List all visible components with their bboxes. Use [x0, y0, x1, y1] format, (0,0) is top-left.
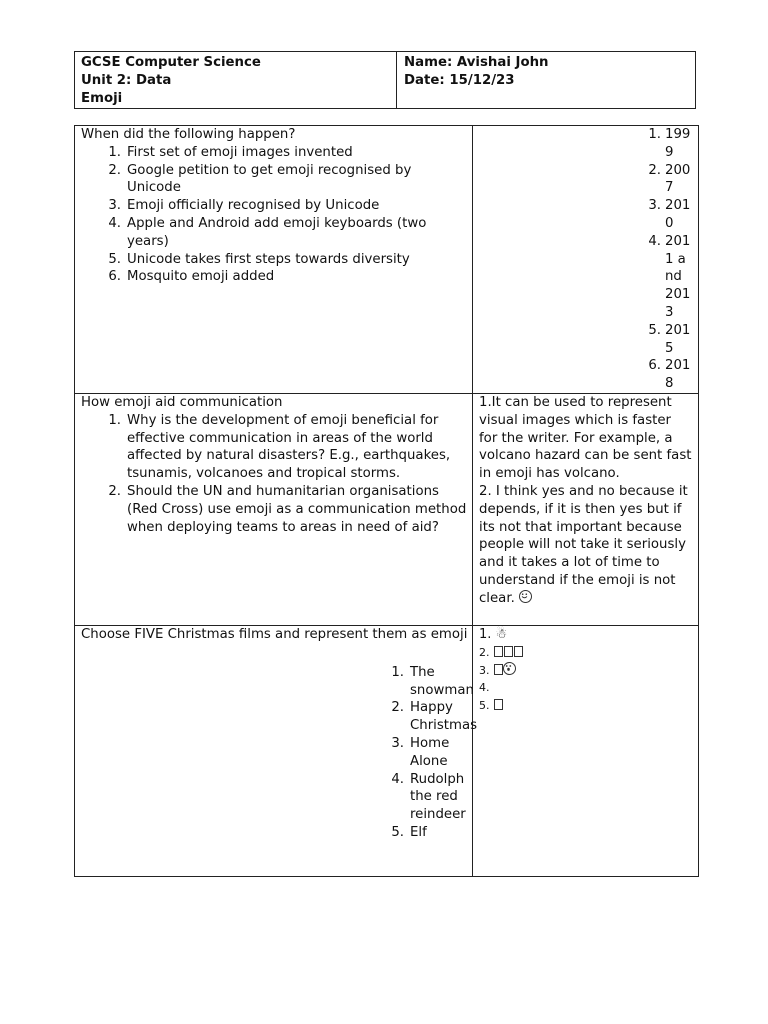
- header-left-cell: [75, 52, 397, 109]
- table-row: [75, 625, 699, 876]
- question-cell: [75, 126, 473, 394]
- missing-glyph-icon: [494, 699, 503, 710]
- list-item: 4. 2011 and 2013: [648, 233, 691, 320]
- question-cell: [75, 393, 473, 625]
- smiley-icon: [519, 590, 532, 603]
- student-name: Name: Avishai John: [404, 55, 549, 70]
- list-item: 3. Emoji officially recognised by Unicode: [108, 198, 380, 214]
- list-item: 2. Happy Christmas: [391, 700, 478, 734]
- list-item: 5. 2015: [648, 322, 691, 356]
- emoji-answer-2: 2.: [479, 644, 693, 662]
- emoji-answer-3: 3.: [479, 662, 693, 680]
- films-list: [380, 664, 478, 842]
- missing-glyph-icon: [514, 646, 523, 657]
- worksheet-table: [74, 125, 699, 877]
- header-right-cell: [397, 52, 696, 109]
- question-list: [81, 412, 468, 537]
- missing-glyph-icon: [494, 664, 503, 675]
- question-list: [81, 144, 468, 286]
- table-row: [75, 126, 699, 394]
- list-item: 1. The snowman: [391, 664, 474, 698]
- list-item: 1. 1999: [648, 127, 691, 160]
- missing-glyph-icon: [504, 646, 513, 657]
- list-item: 2. Should the UN and humanitarian organisations (Red Cross) use emoji as a communication method when deploying teams to areas in need of aid?: [108, 483, 467, 535]
- list-item: 1. Why is the development of emoji beneficial for effective communication in areas of the world affected by natural disasters? E.g., earthquakes, tsunamis, volcanoes and tropical storms.: [108, 412, 451, 482]
- list-item: 3. Home Alone: [391, 735, 450, 769]
- date: Date: 15/12/23: [404, 73, 515, 88]
- question-cell: [75, 625, 478, 876]
- header-table: [74, 51, 696, 109]
- emoji-answer-1: 1. ☃: [479, 626, 508, 642]
- list-item: 6. 2018: [648, 358, 691, 392]
- topic-title: Emoji: [81, 91, 123, 106]
- course-title: GCSE Computer Science: [81, 55, 261, 70]
- emoji-answer-5: 5.: [479, 697, 693, 715]
- list-item: 5. Unicode takes first steps towards diversity: [108, 251, 410, 267]
- list-item: 6. Mosquito emoji added: [108, 269, 275, 285]
- answer-cell: [473, 393, 699, 625]
- list-item: 4. Apple and Android add emoji keyboards (two years): [108, 215, 427, 249]
- answer-cell: [473, 126, 699, 394]
- answer-text-2: 2. I think yes and no because it depends, if it is then yes but if its not that important because people will not take it seriously and it takes a lot of time to understand if the emoji is not clear.: [479, 483, 688, 606]
- table-row: [75, 393, 699, 625]
- answer-text-1: 1.It can be used to represent visual images which is faster for the writer. For example, a volcano hazard can be sent fast in emoji has volcano.: [479, 394, 692, 482]
- list-item: 4. Rudolph the red reindeer: [391, 771, 466, 823]
- scared-face-icon: [503, 662, 516, 675]
- list-item: 1. First set of emoji images invented: [108, 144, 353, 160]
- list-item: 2. 2007: [648, 162, 691, 196]
- list-item: 3. 2010: [648, 198, 691, 231]
- list-item: 5. Elf: [391, 824, 427, 840]
- question-prompt: Choose FIVE Christmas films and represent them as emoji: [81, 626, 468, 642]
- emoji-answer-4: 4.: [479, 681, 490, 695]
- answer-cell: [473, 625, 699, 876]
- question-prompt: How emoji aid communication: [81, 394, 283, 410]
- list-item: 2. Google petition to get emoji recognised by Unicode: [108, 162, 412, 196]
- missing-glyph-icon: [494, 646, 503, 657]
- answer-list: [479, 126, 693, 393]
- question-prompt: When did the following happen?: [81, 127, 296, 142]
- unit-title: Unit 2: Data: [81, 73, 172, 88]
